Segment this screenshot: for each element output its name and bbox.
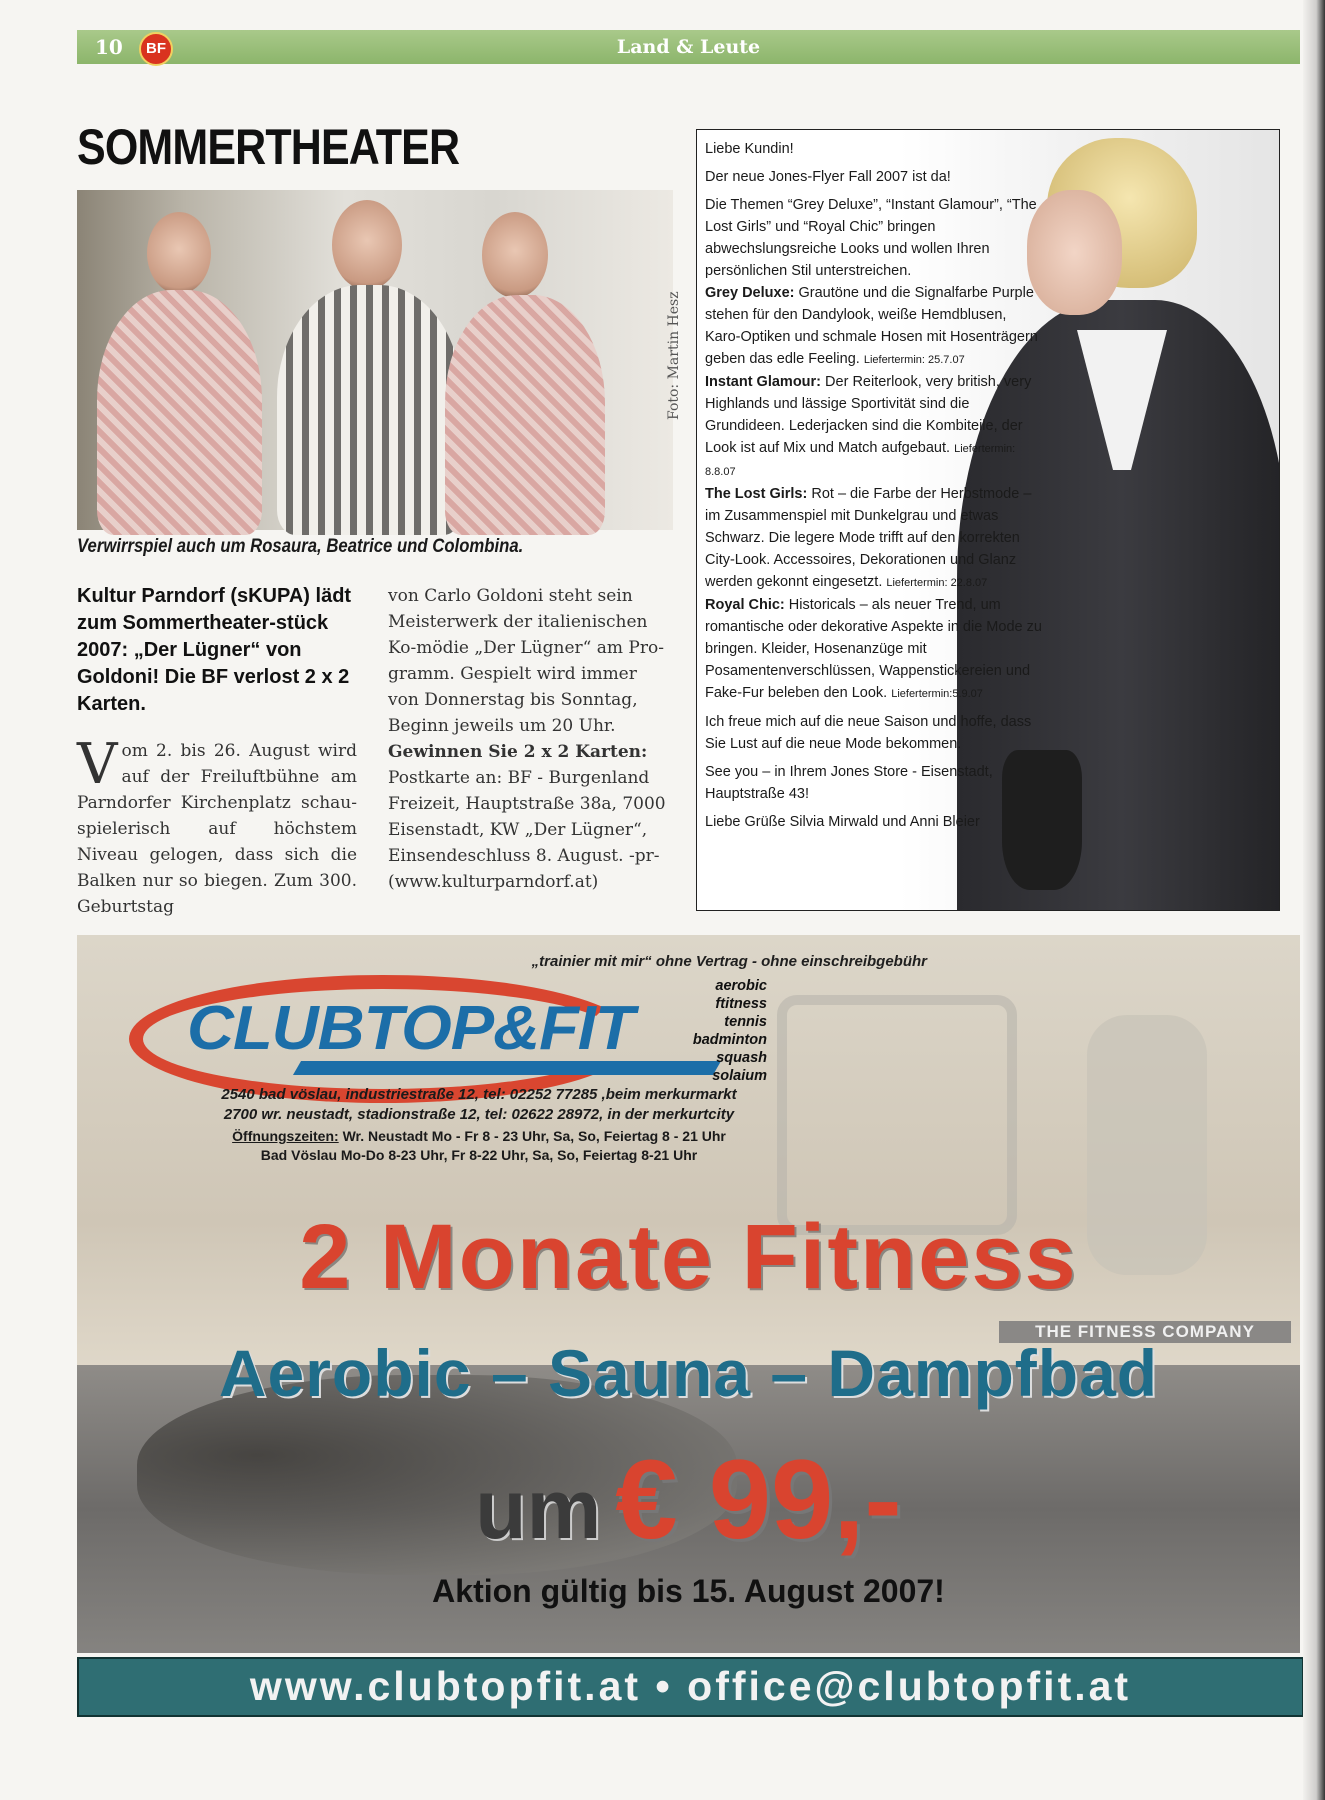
services-list	[637, 977, 767, 1085]
article-lead: Kultur Parndorf (sKUPA) lädt zum Sommertheater-stück 2007: „Der Lügner“ von Goldoni! Die BF verlost 2 x 2 Karten.	[77, 585, 352, 715]
jones-outro1: Ich freue mich auf die neue Saison und hoffe, dass Sie Lust auf die neue Mode bekommen.	[705, 714, 1032, 752]
offer-subline: Aerobic – Sauna – Dampfbad	[218, 1336, 1159, 1410]
theme-date: Liefertermin: 8.8.07	[705, 443, 1016, 478]
photo-credit: Foto: Martin Hesz	[666, 291, 682, 420]
photo-caption: Verwirrspiel auch um Rosaura, Beatrice und Colombina.	[77, 536, 524, 557]
article-body-col2	[388, 583, 670, 895]
bf-logo: BF	[139, 32, 173, 66]
theme-name: Royal Chic:	[705, 597, 785, 613]
jones-ad-text	[705, 138, 1045, 839]
jones-greeting: Liebe Kundin!	[705, 141, 794, 157]
service-item: tennis	[724, 1014, 767, 1030]
hours-label: Öffnungszeiten:	[232, 1128, 339, 1144]
jones-intro1: Der neue Jones-Flyer Fall 2007 ist da!	[705, 169, 951, 185]
win-text: Postkarte an: BF - Burgenland Freizeit, Hauptstraße 38a, 7000 Eisenstadt, KW „Der Lügner“, Einsendeschluss 8. August. -pr- (www.kulturparndorf.at)	[388, 768, 666, 892]
theme-date: Liefertermin: 22.8.07	[886, 577, 988, 589]
theme-date: Liefertermin:5.9.07	[891, 688, 983, 700]
theme-text: Grautöne und die Signalfarbe Purple stehen für den Dandylook, weiße Hemdblusen, Karo-Optiken und schmale Hosen mit Hosenträgern geben das edle Feeling.	[705, 285, 1038, 367]
club-addresses	[129, 1085, 829, 1125]
opening-hours	[129, 1127, 829, 1165]
theme-name: Grey Deluxe:	[705, 285, 795, 301]
section-title: Land & Leute	[616, 36, 761, 58]
theme-text: Rot – die Farbe der Herbstmode – im Zusammenspiel mit Dunkelgrau und etwas Schwarz. Die legere Mode trifft auf den korrekten City-Look. Accessoires, Dekorationen und Glanz werden gekonnt eingesetzt.	[705, 486, 1032, 590]
price-prefix: um	[475, 1462, 602, 1556]
page-number: 10	[95, 35, 123, 59]
price-value: € 99,-	[615, 1437, 902, 1562]
service-item: squash	[716, 1050, 767, 1066]
theme-date: Liefertermin: 25.7.07	[863, 354, 965, 366]
service-item: solaium	[712, 1068, 767, 1084]
article-headline: SOMMERTHEATER	[77, 119, 460, 175]
offer-price	[77, 1435, 1300, 1564]
page-edge-shadow	[1303, 0, 1325, 1800]
theme-name: Instant Glamour:	[705, 374, 822, 390]
jones-ad	[696, 129, 1280, 911]
jones-intro2: Die Themen “Grey Deluxe”, “Instant Glamour”, “The Lost Girls” und “Royal Chic” bringen abwechslungsreiche Looks und wollen Ihren persönlichen Stil unterstreichen.	[705, 197, 1037, 279]
fitness-tagline: „trainier mit mir“ ohne Vertrag - ohne einschreibgebühr	[531, 953, 927, 970]
address-line: 2700 wr. neustadt, stadionstraße 12, tel: 02622 28972, in der merkurtcity	[223, 1106, 735, 1123]
jones-theme	[705, 483, 1045, 594]
dropcap: V	[77, 732, 118, 797]
service-item: aerobic	[715, 978, 767, 994]
theme-name: The Lost Girls:	[705, 486, 808, 502]
jones-outro2: See you – in Ihrem Jones Store - Eisenstadt, Hauptstraße 43!	[705, 764, 993, 802]
section-header-bar	[77, 30, 1300, 64]
hours-line: Wr. Neustadt Mo - Fr 8 - 23 Uhr, Sa, So, Feiertag 8 - 21 Uhr	[342, 1128, 726, 1144]
win-title: Gewinnen Sie 2 x 2 Karten:	[388, 742, 648, 762]
fitness-company-strip: THE FITNESS COMPANY	[999, 1321, 1291, 1343]
article-body-col1	[77, 732, 357, 920]
service-item: ftitness	[715, 996, 767, 1012]
jones-theme	[705, 371, 1045, 483]
body-col2-text: von Carlo Goldoni steht sein Meisterwerk der italienischen Ko-mödie „Der Lügner“ am Pro-gramm. Gespielt wird immer von Donnerstag bis Sonntag, Beginn jeweils um 20 Uhr.	[388, 586, 664, 736]
clubtopfit-logo: CLUBTOP&FIT	[187, 994, 634, 1063]
contact-bar	[77, 1657, 1304, 1717]
hours-line: Bad Vöslau Mo-Do 8-23 Uhr, Fr 8-22 Uhr, Sa, So, Feiertag 8-21 Uhr	[260, 1147, 698, 1163]
jones-theme	[705, 594, 1045, 705]
theme-text: Der Reiterlook, very british, very Highlands und lässige Sportivität sind die Grundideen. Lederjacken sind die Kombiteile, der Look ist auf Mix und Match aufgebaut.	[705, 374, 1032, 456]
web-contact: www.clubtopfit.at • office@clubtopfit.at	[249, 1663, 1132, 1709]
body-col1-text: om 2. bis 26. August wird auf der Freiluftbühne am Parndorfer Kirchenplatz schau-spielerisch auf höchstem Niveau gelogen, dass sich die Balken nur so biegen. Zum 300. Geburtstag	[77, 741, 357, 917]
fitness-ad	[77, 935, 1300, 1653]
article-photo	[77, 190, 673, 530]
service-item: badminton	[692, 1032, 767, 1048]
offer-headline: 2 Monate Fitness	[299, 1206, 1078, 1308]
jones-signoff: Liebe Grüße Silvia Mirwald und Anni Bleier	[705, 814, 980, 830]
jones-theme	[705, 282, 1045, 371]
address-line: 2540 bad vöslau, industriestraße 12, tel: 02252 77285 ,beim merkurmarkt	[221, 1086, 737, 1103]
theme-text: Historicals – als neuer Trend, um romantische oder dekorative Aspekte in die Mode zu bringen. Kleider, Hosenanzüge mit Posamentenverschlüssen, Wappenstickereien und Fake-Fur beleben den Look.	[705, 597, 1042, 701]
offer-validity: Aktion gültig bis 15. August 2007!	[432, 1573, 945, 1609]
